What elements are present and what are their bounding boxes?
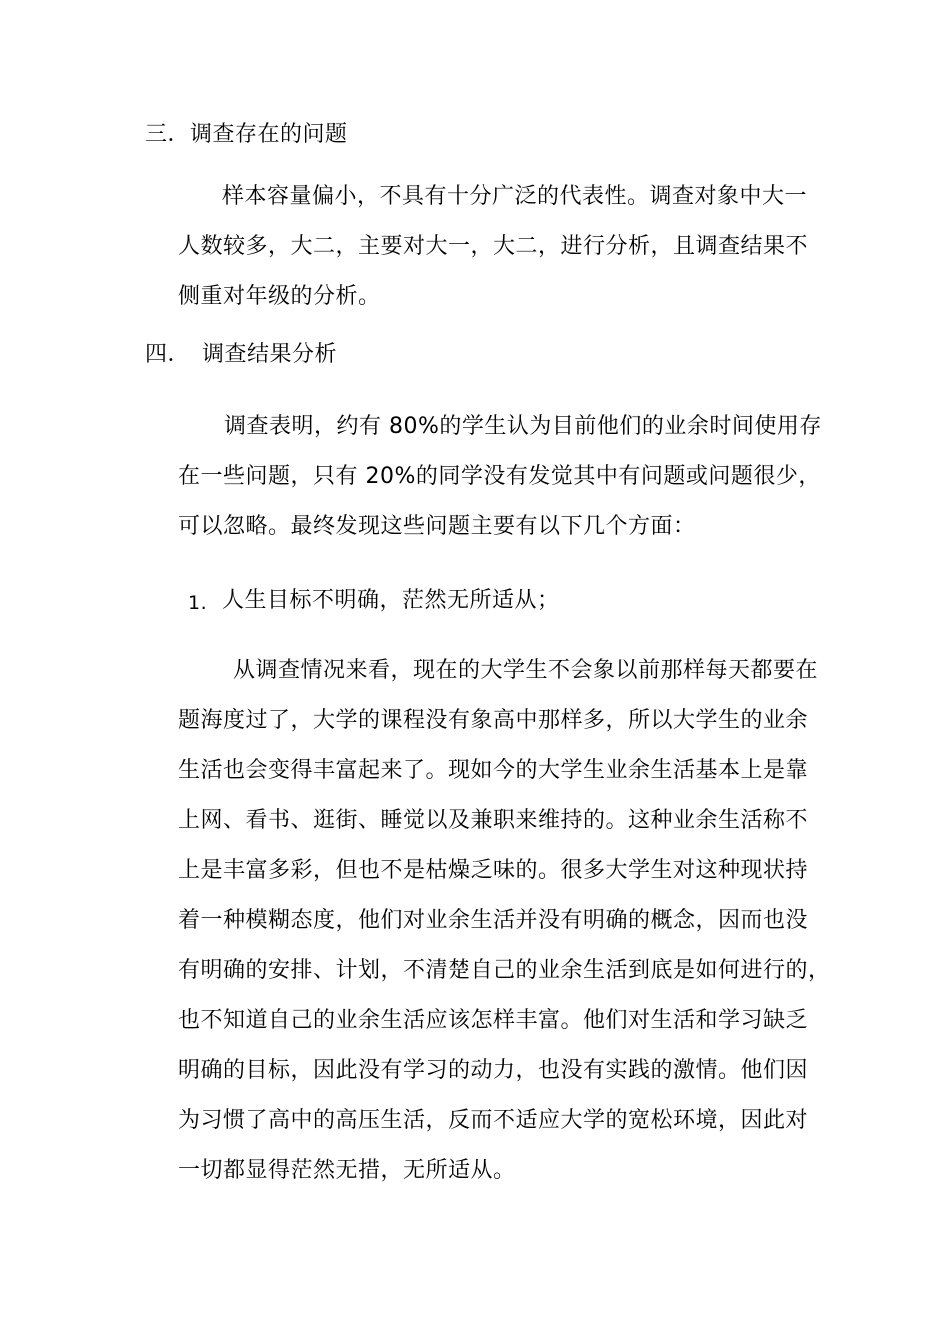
section4-intro-line-2: 在一些问题，只有 20%的同学没有发觉其中有问题或问题很少， (178, 464, 821, 489)
section4-heading-text: 调查结果分析 (202, 342, 338, 367)
item1-line-7: 有明确的安排、计划，不清楚自己的业余生活到底是如何进行的， (178, 958, 831, 983)
item1-title: 人生目标不明确，茫然无所适从； (222, 588, 560, 613)
item1-line-10: 为习惯了高中的高压生活，反而不适应大学的宽松环境，因此对 (178, 1108, 809, 1133)
item1-line-8: 也不知道自己的业余生活应该怎样丰富。他们对生活和学习缺乏 (178, 1008, 809, 1033)
section3-line-1: 样本容量偏小，不具有十分广泛的代表性。调查对象中大一 (222, 184, 808, 209)
item1-number: 1. (188, 592, 208, 614)
item1-line-5: 上是丰富多彩，但也不是枯燥乏味的。很多大学生对这种现状持 (178, 858, 809, 883)
item1-line-1: 从调查情况来看，现在的大学生不会象以前那样每天都要在 (233, 658, 819, 683)
item1-line-4: 上网、看书、逛街、睡觉以及兼职来维持的。这种业余生活称不 (178, 808, 809, 833)
section3-heading: 三．调查存在的问题 (145, 122, 348, 147)
section3-line-3: 侧重对年级的分析。 (178, 284, 381, 309)
section3-line-2: 人数较多，大二，主要对大一，大二，进行分析，且调查结果不 (178, 234, 809, 259)
section4-intro-line-1: 调查表明，约有 80%的学生认为目前他们的业余时间使用存 (224, 414, 822, 439)
item1-line-6: 着一种模糊态度，他们对业余生活并没有明确的概念，因而也没 (178, 908, 809, 933)
section4-intro-line-3: 可以忽略。最终发现这些问题主要有以下几个方面： (178, 514, 696, 539)
item1-line-9: 明确的目标，因此没有学习的动力，也没有实践的激情。他们因 (178, 1058, 809, 1083)
item1-line-2: 题海度过了，大学的课程没有象高中那样多，所以大学生的业余 (178, 708, 809, 733)
section4-heading-number: 四． (145, 342, 191, 367)
item1-line-3: 生活也会变得丰富起来了。现如今的大学生业余生活基本上是靠 (178, 758, 809, 783)
item1-line-11: 一切都显得茫然无措，无所适从。 (178, 1158, 516, 1183)
